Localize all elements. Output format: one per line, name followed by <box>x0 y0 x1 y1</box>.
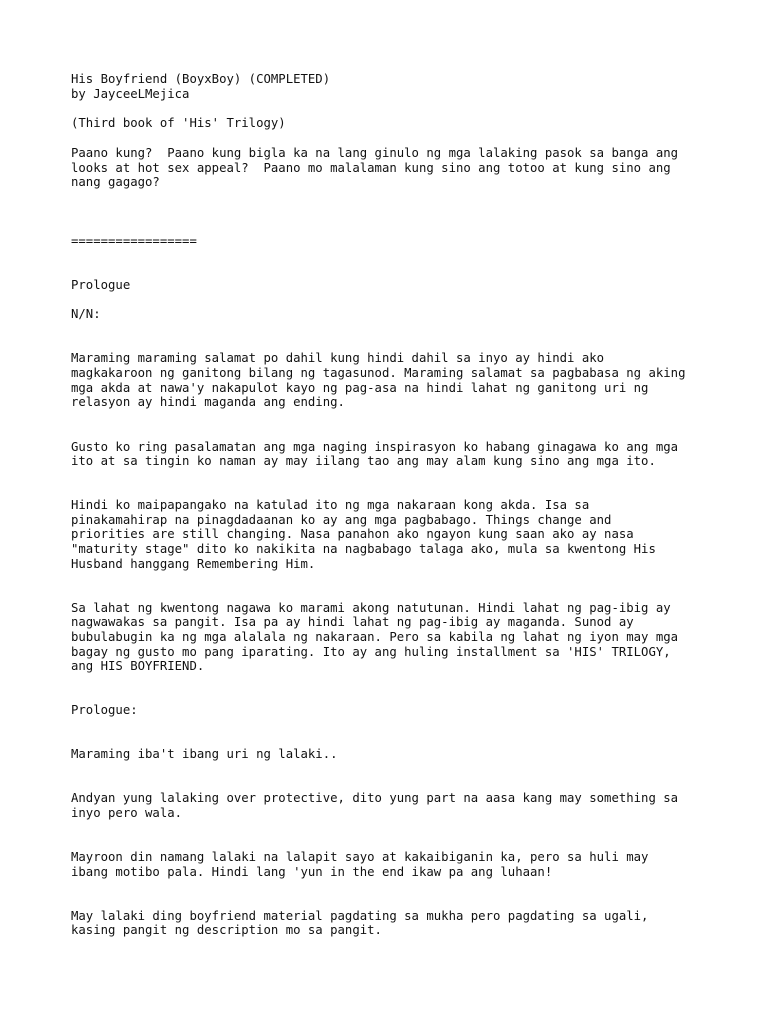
author-line: by JayceeLMejica <box>71 87 190 101</box>
story-line: May lalaki ding boyfriend material pagdating sa mukha pero pagdating sa ugali, <box>71 909 649 923</box>
note-line: relasyon ay hindi maganda ang ending. <box>71 395 345 409</box>
note-line: Maraming maraming salamat po dahil kung hindi dahil sa inyo ay hindi ako <box>71 351 605 365</box>
blurb-line: nang gagago? <box>71 175 160 189</box>
note-label: N/N: <box>71 307 101 321</box>
story-line: Mayroon din namang lalaki na lalapit sayo at kakaibiganin ka, pero sa huli may <box>71 850 649 864</box>
note-line: Hindi ko maipapangako na katulad ito ng mga nakaraan kong akda. Isa sa <box>71 498 590 512</box>
blurb-line: looks at hot sex appeal? Paano mo malalaman kung sino ang totoo at kung sino ang <box>71 161 671 175</box>
subtitle: (Third book of 'His' Trilogy) <box>71 116 286 130</box>
note-line: ang HIS BOYFRIEND. <box>71 659 205 673</box>
story-line: Maraming iba't ibang uri ng lalaki.. <box>71 747 338 761</box>
story-line: kasing pangit ng description mo sa pangit. <box>71 923 382 937</box>
separator: ================= <box>71 234 197 248</box>
note-line: Husband hanggang Remembering Him. <box>71 557 316 571</box>
blurb-line: Paano kung? Paano kung bigla ka na lang ginulo ng mga lalaking pasok sa banga ang <box>71 146 679 160</box>
note-line: Gusto ko ring pasalamatan ang mga naging inspirasyon ko habang ginagawa ko ang mga <box>71 440 679 454</box>
prologue-label: Prologue: <box>71 703 138 717</box>
story-line: inyo pero wala. <box>71 806 183 820</box>
note-line: pinakamahirap na pinagdadaanan ko ay ang mga pagbabago. Things change and <box>71 513 612 527</box>
document-title: His Boyfriend (BoyxBoy) (COMPLETED) <box>71 72 331 86</box>
note-line: ito at sa tingin ko naman ay may iilang tao ang may alam kung sino ang mga ito. <box>71 454 656 468</box>
note-line: mga akda at nawa'y nakapulot kayo ng pag-asa na hindi lahat ng ganitong uri ng <box>71 381 649 395</box>
note-line: Sa lahat ng kwentong nagawa ko marami akong natutunan. Hindi lahat ng pag-ibig ay <box>71 601 671 615</box>
story-line: ibang motibo pala. Hindi lang 'yun in the end ikaw pa ang luhaan! <box>71 865 553 879</box>
note-line: bubulabugin ka ng mga alalala ng nakaraan. Pero sa kabila ng lahat ng iyon may mga <box>71 630 679 644</box>
note-line: priorities are still changing. Nasa panahon ako ngayon kung saan ako ay nasa <box>71 527 634 541</box>
note-line: magkakaroon ng ganitong bilang ng tagasunod. Maraming salamat sa pagbabasa ng aking <box>71 366 686 380</box>
note-line: "maturity stage" dito ko nakikita na nagbabago talaga ako, mula sa kwentong His <box>71 542 656 556</box>
note-line: nagwawakas sa pangit. Isa pa ay hindi lahat ng pag-ibig ay maganda. Sunod ay <box>71 615 634 629</box>
story-line: Andyan yung lalaking over protective, dito yung part na aasa kang may something sa <box>71 791 679 805</box>
note-line: bagay ng gusto mo pang iparating. Ito ay ang huling installment sa 'HIS' TRILOGY, <box>71 645 671 659</box>
prologue-heading: Prologue <box>71 278 131 292</box>
